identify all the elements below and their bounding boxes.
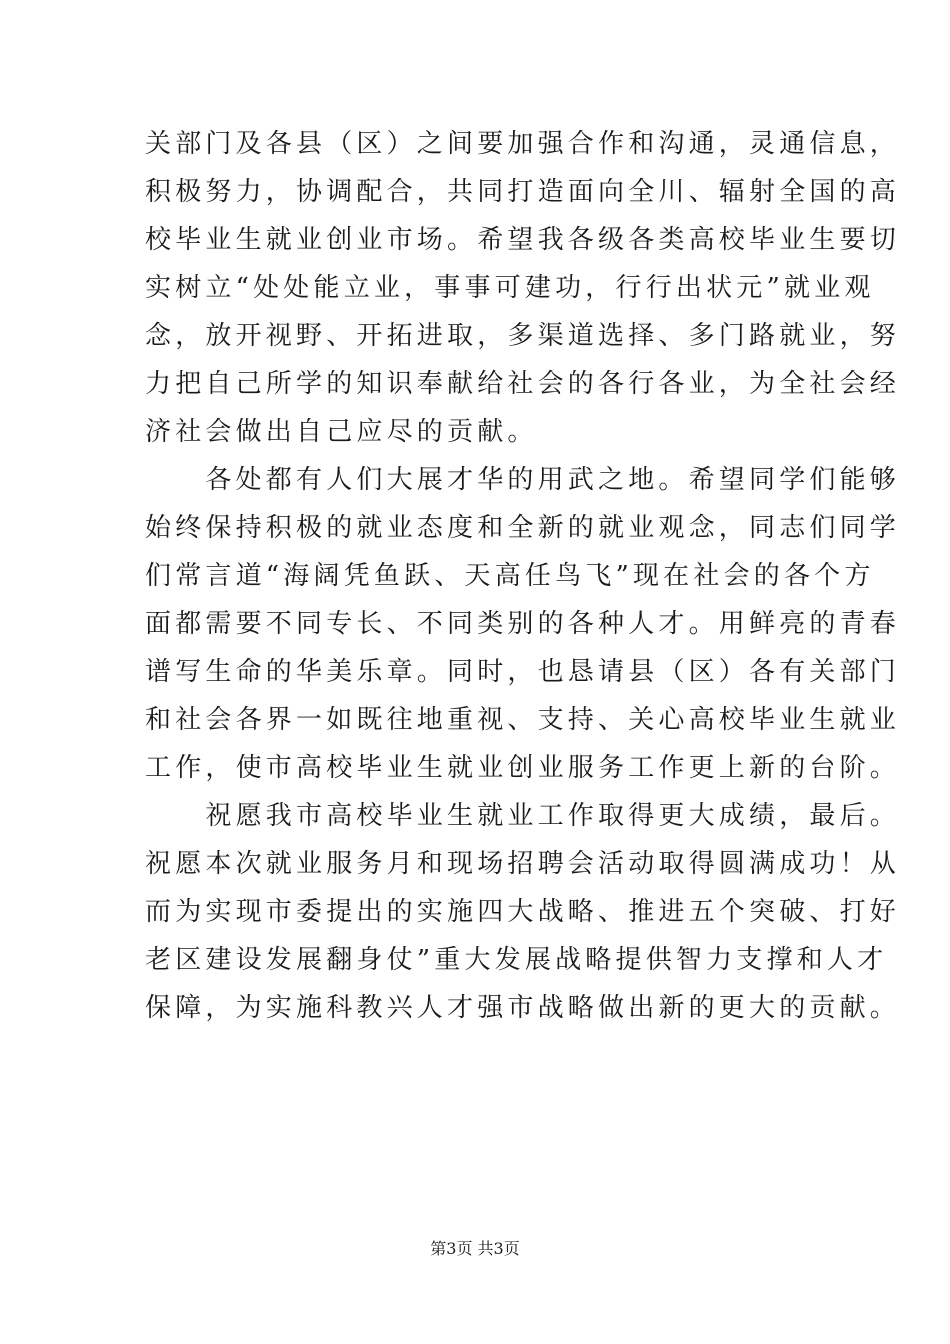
text-line: 济社会做出自己应尽的贡献。	[145, 417, 538, 447]
text-line: 关部门及各县（区）之间要加强合作和沟通，灵通信息，	[145, 129, 901, 159]
document-body	[145, 120, 901, 1032]
text-line: 实树立“处处能立业，事事可建功，行行出状元”就业观	[145, 273, 875, 303]
text-line: 积极努力，协调配合，共同打造面向全川、辐射全国的高	[145, 177, 901, 207]
text-line: 念，放开视野、开拓进取，多渠道选择、多门路就业，努	[145, 321, 901, 351]
text-line: 校毕业生就业创业市场。希望我各级各类高校毕业生要切	[145, 225, 901, 255]
text-line: 们常言道“海阔凭鱼跃、天高任鸟飞”现在社会的各个方	[145, 561, 875, 591]
text-line: 祝愿我市高校毕业生就业工作取得更大成绩，最后。	[145, 801, 901, 831]
text-line: 工作，使市高校毕业生就业创业服务工作更上新的台阶。	[145, 753, 901, 783]
text-line: 祝愿本次就业服务月和现场招聘会活动取得圆满成功！从	[145, 849, 901, 879]
text-line: 各处都有人们大展才华的用武之地。希望同学们能够	[145, 465, 901, 495]
text-line: 始终保持积极的就业态度和全新的就业观念，同志们同学	[145, 513, 901, 543]
text-line: 面都需要不同专长、不同类别的各种人才。用鲜亮的青春	[145, 609, 901, 639]
text-line: 而为实现市委提出的实施四大战略、推进五个突破、打好	[145, 897, 901, 927]
text-line: 老区建设发展翻身仗”重大发展战略提供智力支撑和人才	[145, 945, 888, 975]
text-line: 保障，为实施科教兴人才强市战略做出新的更大的贡献。	[145, 993, 901, 1023]
text-line: 力把自己所学的知识奉献给社会的各行各业，为全社会经	[145, 369, 901, 399]
text-line: 和社会各界一如既往地重视、支持、关心高校毕业生就业	[145, 705, 901, 735]
page-number-footer: 第3页 共3页	[430, 1239, 520, 1258]
text-line: 谱写生命的华美乐章。同时，也恳请县（区）各有关部门	[145, 657, 901, 687]
